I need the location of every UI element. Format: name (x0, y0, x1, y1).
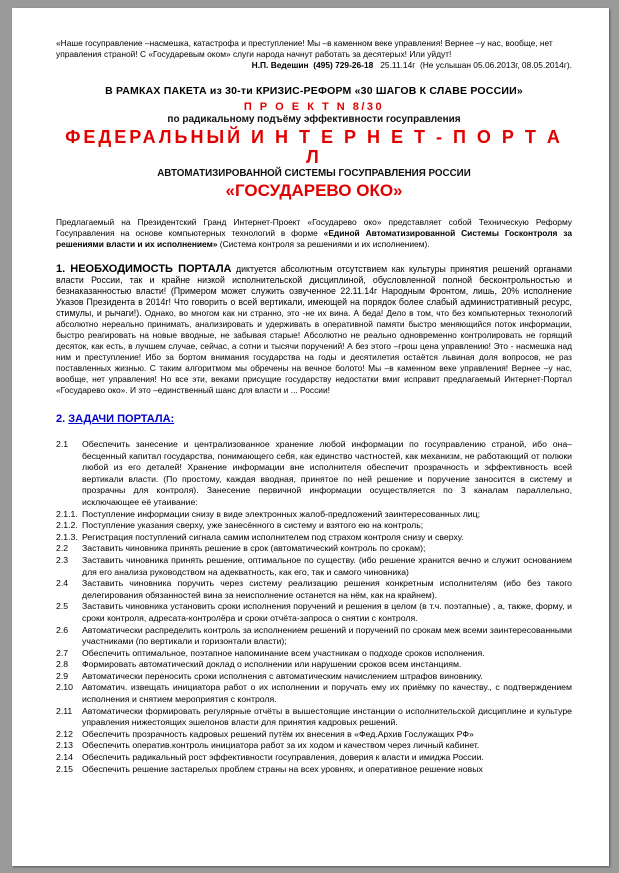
list-item (56, 671, 572, 683)
intro-text: Предлагаемый на Президентский Гранд Интернет-Проект «Государево око» представляет собой Техническую Реформу Госуправления на основе компьютерных технологий в форме (56, 217, 572, 238)
item-number: 2.6 (56, 624, 69, 635)
list-item (56, 532, 572, 544)
item-number: 2.1.3. (56, 531, 78, 542)
item-text: Обеспечить решение застарелых проблем страны на всех уровнях, и оперативное решение новых (82, 763, 483, 774)
item-number: 2.1 (56, 439, 69, 449)
list-item (56, 764, 572, 776)
list-item (56, 520, 572, 532)
item-number: 2.8 (56, 659, 69, 670)
list-item (56, 578, 572, 601)
item-number: 2.2 (56, 543, 69, 554)
item-text: Обеспечить оптимальное, поэтапное напоминание всем участникам о подходе сроков исполнения. (82, 647, 485, 658)
item-text: Автоматически распределить контроль за исполнением решений и поручений по срокам меж всеми заинтересованными участниками (по вертикали и горизонтали власти); (82, 624, 572, 647)
intro-bold: «Единой Автоматизированной Системы Госконтроля за решениями власти и их исполнением» (56, 228, 572, 249)
item-text: Обеспечить радикальный рост эффективности госуправления, доверия к власти и имиджа России. (82, 752, 484, 763)
list-item (56, 752, 572, 764)
list-item (56, 439, 572, 509)
list-item (56, 729, 572, 741)
item-text: Формировать автоматический доклад о исполнении или нарушении сроков всем инстанциям. (82, 659, 462, 670)
item-number: 2.14 (56, 752, 73, 763)
list-item (56, 740, 572, 752)
portal-name: «ГОСУДАРЕВО ОКО» (225, 181, 403, 200)
item-number: 2.10 (56, 682, 73, 693)
document-page (12, 8, 609, 866)
item-text: Заставить чиновника принять решение, оптимальное по существу. (ибо решение хранится вечно и служит основанием для его анализа руководством на адекватность, как его, так и самого чиновника) (82, 554, 572, 577)
item-number: 2.9 (56, 670, 69, 681)
item-text: Заставить чиновника поручить через систему реализацию решения конкретным исполнителям (ибо без такого делегирования обязанностей вина за неисполнение останется на нём, как на крайнем). (82, 578, 572, 600)
list-item (56, 682, 572, 705)
item-text: Автоматич. извещать инициатора работ о их исполнении и поручать ему их приёмку по качеству., с подтверждением исполнения и снятием мероприятия с контроля. (82, 682, 572, 705)
item-number: 2.7 (56, 647, 69, 658)
list-item (56, 555, 572, 578)
item-number: 2.13 (56, 740, 73, 751)
epigraph-author: Н.П. Ведешин (251, 60, 309, 70)
section-2-number: 2. (56, 413, 66, 425)
epigraph-text: «Наше госуправление –насмешка, катастрофа и преступление! Мы –в каменном веке управления! Вернее –у нас, вообще, нет управления страной! С «Государевым оком» слуги народа начнут работать за десятерых! Или уйдут! (56, 38, 553, 59)
item-text: Автоматически формировать регулярные отчёты в вышестоящие инстанции о исполнительской дисциплине и культуре управления нижестоящих эшелонов власти для принятия кадровых решений. (82, 705, 572, 728)
portal-title: ФЕДЕРАЛЬНЫЙ И Н Т Е Р Н Е Т - П О Р Т А Л (65, 127, 563, 167)
project-subtitle: по радикальному подъёму эффективности госуправления (167, 114, 461, 125)
epigraph-date: 25.11.14г (380, 60, 416, 70)
item-number: 2.5 (56, 601, 69, 612)
item-number: 2.12 (56, 728, 73, 739)
item-text: Заставить чиновника установить сроки исполнения поручений и решения в целом (в т.ч. поэтапные) , а, также, форму, и сроки контроля, адресата-контролёра и сроки отчёта-запроса о снятии с контроля. (82, 601, 572, 623)
list-item (56, 659, 572, 671)
item-number: 2.1.2. (56, 520, 78, 531)
section-2-title: ЗАДАЧИ ПОРТАЛА: (68, 413, 175, 425)
item-text: Заставить чиновника принять решение в срок (автоматический контроль по срокам); (82, 543, 426, 554)
list-item (56, 509, 572, 521)
section-1-part-a: диктуется абсолютным отсутствием как культуры принятия решений органами власти России, так и крайне низкой исполнительской дисциплиной, обусловленной полной бесконтрольностью и безнаказанностью власти! (Примером может служить озвученное 22.11.14г Народным Фронтом, лишь, 20% исполнение Указов Президента в 2014г! Что говорить о всей вертикали, имеющей на порядок более слабый административный ресурс, стимулы, и рычаги!). (56, 264, 572, 318)
item-text: Регистрация поступлений сигнала самим исполнителем под страхом контроля снизу и сверху. (82, 531, 464, 542)
system-title: АВТОМАТИЗИРОВАННОЙ СИСТЕМЫ ГОСУПРАВЛЕНИЯ РОССИИ (157, 168, 471, 179)
list-item (56, 601, 572, 624)
epigraph-note: (Не услышан 05.06.2013г, 08.05.2014г). (419, 60, 572, 70)
section-1 (56, 264, 572, 396)
item-number: 2.3 (56, 554, 69, 565)
section-2-heading (56, 413, 572, 425)
section-1-part-b: Однако, во многом как ни странно, это -не их вина. А беда! Дело в том, что без компьютерных технологий абсолютно нереально принимать, анализировать и удерживать в оперативной памяти быстро меняющийся поток информации, быстро реагировать на новые вводные, не забывая старые! Абсолютно не реально одновременно контролировать не горящий десяток, как есть, в лучшем случае, сейчас, а сотни и тысячи поручений! А без этого –грош цена управлению! Это - насмешка над ним и преступление! Ибо за бортом внимания государства на годы и десятилетия остаётся львиная доля вопросов, не раз поставленных жизнью. С таким алгоритмом мы обречены на вечное болото! Мы –в каменном веке управления! Вернее –у нас, вообще, нет управления! Но все эти, веками присущие государству недостатки вмиг исправит предлагаемый Интернет-Портал «Государево око». И это –единственный шанс для власти и ... России! (56, 308, 572, 395)
item-text: Поступление указания сверху, уже занесённого в систему и взятого ею на контроль; (82, 520, 424, 531)
epigraph-phone: (495) 729-26-18 (313, 60, 374, 70)
item-text: Обеспечить оператив.контроль инициатора работ за их ходом и качеством через личный кабинет. (82, 740, 480, 751)
intro-paragraph (56, 217, 572, 250)
package-title: В РАМКАХ ПАКЕТА из 30-ти КРИЗИС-РЕФОРМ «30 ШАГОВ К СЛАВЕ РОССИИ» (105, 85, 523, 97)
item-text: Поступление информации снизу в виде электронных жалоб-предложений заинтересованных лиц; (82, 508, 481, 519)
project-title: П Р О Е К Т N 8/30 (243, 101, 385, 113)
list-item (56, 543, 572, 555)
tasks-list (56, 439, 572, 775)
item-text: Обеспечить прозрачность кадровых решений путём их внесения в «Фед.Архив Гослужащих РФ» (82, 728, 474, 739)
item-number: 2.4 (56, 578, 69, 589)
list-item (56, 706, 572, 729)
list-item (56, 648, 572, 660)
item-number: 2.1.1. (56, 508, 78, 519)
intro-tail: (Система контроля за решениями и их исполнением). (217, 239, 430, 249)
list-item (56, 625, 572, 648)
document-content (56, 8, 572, 775)
item-text: Обеспечить занесение и централизованное хранение любой информации по госуправлению страной, ибо она–бесценный капитал государства, понимающего себя, как единство частностей, как механизм, не работающий от полюки любой из его деталей! Хранение информации вне исполнителя обеспечит прозрачность и эффективность всей вертикали власти. (По простому, каждая вводная, принятое по ней решение и поручение заносится в систему и прозрачны для контроля). Занесение первичной информации осуществляется по 3 каналам параллельно, исключающее её утаивание: (82, 439, 572, 507)
epigraph-signature (56, 60, 572, 71)
item-number: 2.15 (56, 763, 73, 774)
item-number: 2.11 (56, 705, 73, 716)
section-1-heading: 1. НЕОБХОДИМОСТЬ ПОРТАЛА (56, 263, 232, 275)
item-text: Автоматически переносить сроки исполнения с автоматическим начислением штрафов виновнику. (82, 670, 483, 681)
